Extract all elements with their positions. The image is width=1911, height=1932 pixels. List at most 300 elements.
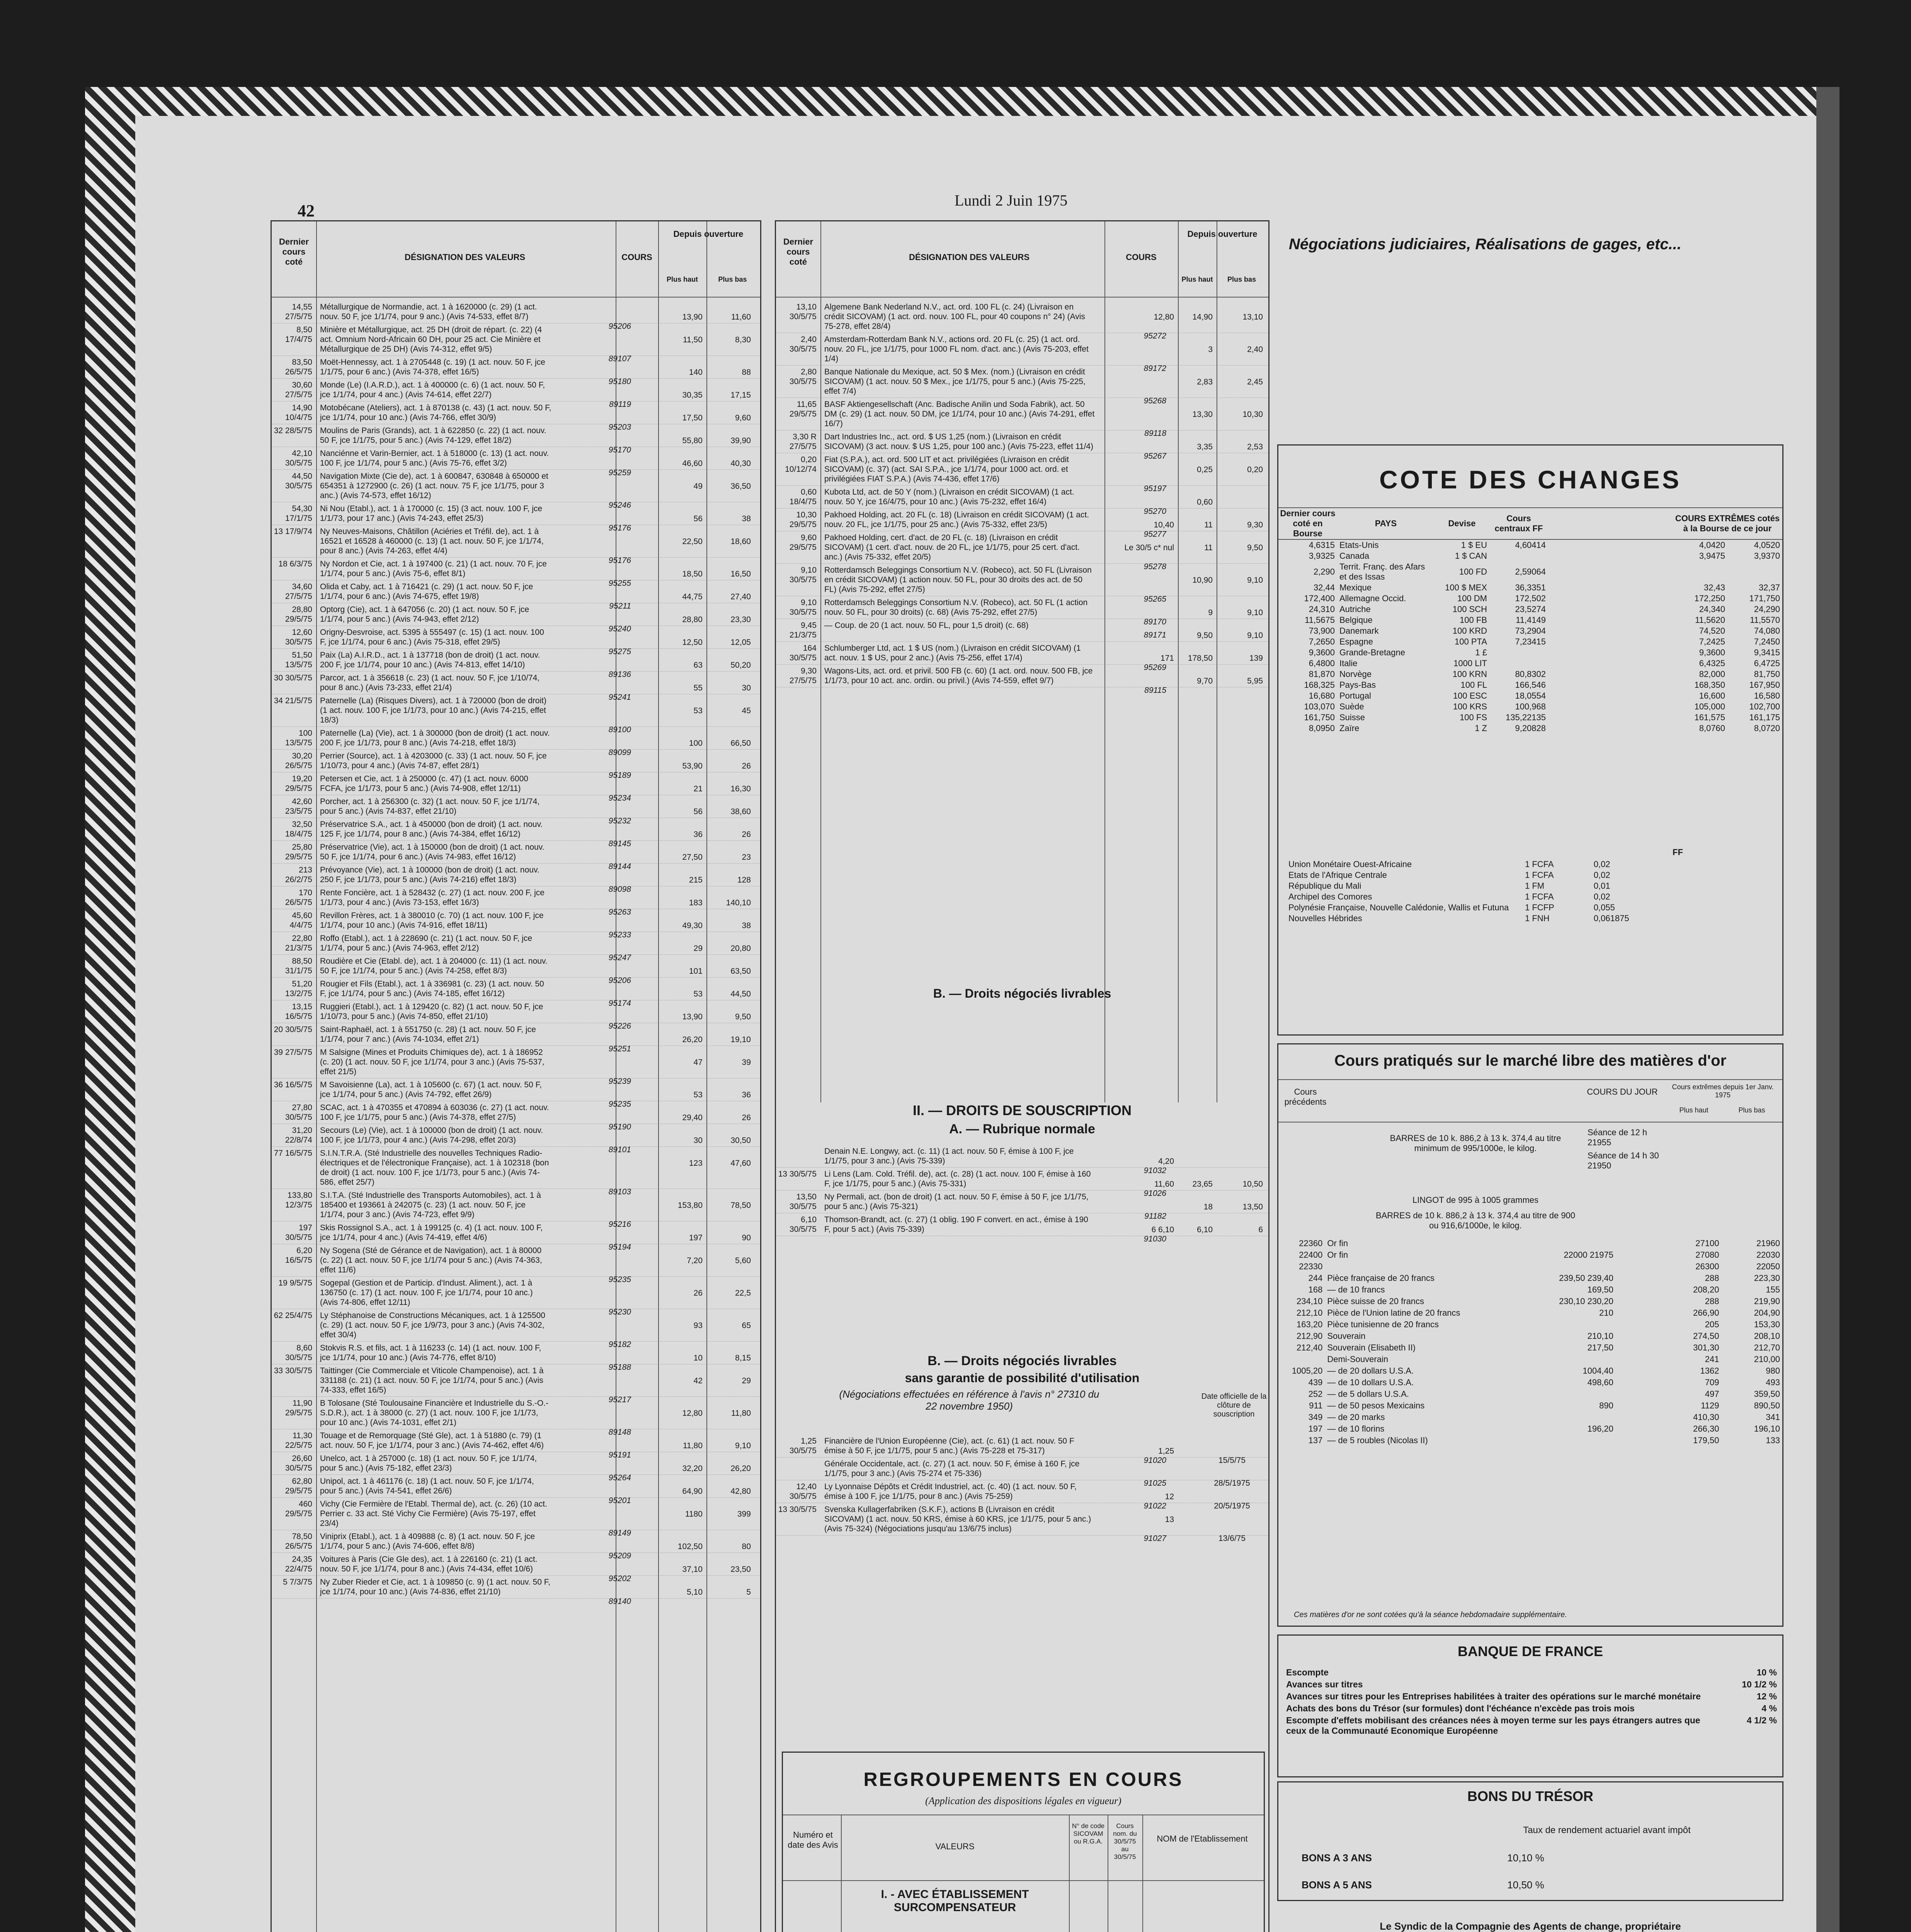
quote-cours: 11,60 (1154, 1180, 1174, 1189)
or-haut: 179,50 (1693, 1435, 1719, 1445)
quote-cours: 1,25 (1158, 1447, 1174, 1456)
quote-designation: Rotterdamsch Beleggings Consortium N.V. (Robeco), act. 50 FL (Livraison en crédit SICOVAM) (1 action nouv. 50 FL, pour 30 droits des act. de 50 FL) (Avis 75-292, effet 27/5) (824, 566, 1092, 594)
quote-cours: 13 (1165, 1515, 1174, 1524)
quote-row (776, 366, 1268, 405)
quote-designation: Porcher, act. 1 à 256300 (c. 32) (1 act. nouv. 50 F, jce 1/1/74, pour 5 anc.) (Avis 74-837, effet 21/10) (320, 797, 540, 816)
quote-designation: Touage et de Remorquage (Sté Gle), act. 1 à 51880 (c. 79) (1 act. nouv. 50 F, jce 1/1/74, pour 3 anc.) (Avis 74-462, effet 4/6) (320, 1431, 544, 1450)
fx-dernier: 9,3600 (1309, 648, 1335, 657)
quote-code: 95188 (608, 1363, 631, 1372)
or-row (1278, 1330, 1782, 1342)
quote-designation: Monde (Le) (I.A.R.D.), act. 1 à 400000 (c. 6) (1 act. nouv. 50 F, jce 1/1/74, pour 4 anc.) (Avis 74-614, effet 22/7) (320, 381, 545, 399)
quote-code: 89145 (608, 839, 631, 848)
quote-designation: S.I.N.T.R.A. (Sté Industrielle des nouvelles Techniques Radio-électriques et de l'électronique Française), act. 1 à 102318 (bon de droit) (1 act. nouv. 100 F, jce 1/1/73, pour 5 anc.) (Avis 74-586, effet 25/7) (320, 1149, 549, 1187)
quote-low: 19,10 (730, 1035, 751, 1044)
cfa-name: Etats de l'Afrique Centrale (1288, 870, 1387, 880)
quote-code: 95259 (608, 468, 631, 477)
quote-high: 46,60 (682, 459, 703, 468)
quote-row (776, 665, 1268, 695)
quote-code: 95239 (608, 1077, 631, 1086)
quote-code: 89171 (1144, 631, 1166, 639)
quote-code: 95267 (1144, 452, 1166, 461)
quote-row (272, 626, 760, 656)
fx-bas: 6,4725 (1754, 658, 1780, 668)
or-bas: 208,10 (1754, 1331, 1780, 1341)
or-spacer (1616, 1238, 1661, 1249)
or-label: — de 5 roubles (Nicolas II) (1327, 1435, 1428, 1445)
or-jour: 210 (1599, 1308, 1613, 1318)
quote-row (272, 1101, 760, 1131)
or-spacer (1616, 1365, 1661, 1377)
or-haut: 288 (1705, 1273, 1719, 1283)
quote-low: 5,95 (1247, 677, 1263, 685)
quote-code: 95190 (608, 1122, 631, 1131)
or-spacer (1616, 1330, 1661, 1342)
quote-low: 23 (742, 853, 751, 862)
quote-designation: Rougier et Fils (Etabl.), act. 1 à 336981 (c. 23) (1 act. nouv. 50 F, jce 1/1/74, pour 5 anc.) (Avis 74-185, effet 16/12) (320, 980, 544, 998)
or-bas: 890,50 (1754, 1401, 1780, 1410)
fx-bas: 74,080 (1754, 626, 1780, 636)
quote-high: 178,50 (1188, 654, 1213, 663)
quote-low: 18,60 (730, 537, 751, 546)
quote-date: 18 6/3/75 (278, 560, 312, 568)
or-prec: 137 (1308, 1435, 1323, 1445)
quote-row (272, 1576, 760, 1606)
banque-box (1277, 1634, 1783, 1777)
cfa-row (1286, 913, 1673, 924)
fx-dernier: 16,680 (1309, 691, 1335, 701)
quote-code: 89149 (608, 1529, 631, 1537)
or-prec: 163,20 (1297, 1320, 1323, 1329)
negociations-title: Négociations judiciaires, Réalisations de gages, etc... (1289, 236, 1681, 253)
quote-low: 30,50 (730, 1136, 751, 1145)
quote-high: 100 (689, 739, 703, 748)
quote-row (776, 531, 1268, 571)
quote-high: 13,90 (682, 1012, 703, 1021)
banque-label: Escompte d'effets mobilisant des créances nées à moyen terme sur les pays étrangers autres que ceux de la Communauté Economique Européenne (1286, 1715, 1700, 1736)
quote-high: 183 (689, 898, 703, 907)
quote-row (272, 447, 760, 477)
or-label: Or fin (1327, 1250, 1348, 1260)
quote-designation: Paix (La) A.I.R.D., act. 1 à 137718 (bon de droit) (1 act. nouv. 200 F, jce 1/1/74, pour 10 anc.) (Avis 74-813, effet 14/10) (320, 651, 540, 669)
right-column (1273, 220, 1783, 1932)
or-bas: 341 (1766, 1412, 1780, 1422)
fx-haut: 168,350 (1694, 680, 1725, 690)
fx-spacer (1548, 604, 1673, 615)
quote-code: 89136 (608, 670, 631, 679)
quote-row (272, 795, 760, 825)
cfa-unit: 1 FCFA (1525, 892, 1554, 901)
quote-date: 31,20 22/8/74 (285, 1126, 312, 1145)
or-spacer (1616, 1435, 1661, 1446)
quote-designation: Ly Stéphanoise de Constructions Mécaniques, act. 1 à 125500 (c. 29) (1 act. nouv. 50 F, jce 1/9/73, pour 3 anc.) (Avis 74-302, effet 30/4) (320, 1311, 545, 1339)
or-label: Demi-Souverain (1327, 1354, 1389, 1364)
or-spacer (1616, 1272, 1661, 1284)
quote-high: 44,75 (682, 592, 703, 601)
banque-row (1286, 1714, 1777, 1737)
or-h-hi: Plus haut (1679, 1106, 1708, 1114)
cfa-value: 0,055 (1593, 903, 1615, 912)
quote-designation: Fiat (S.P.A.), act. ord. 500 LIT et act. privilégiées (Livraison en crédit SICOVAM) (c. 37) (act. SAI S.P.A., jce 1/1/74, pour 1000 act. ord. et privilégiées FIAT S.P.A.) (Avis 74-436, effet 17/6) (824, 455, 1069, 483)
quote-code: 95191 (608, 1451, 631, 1459)
or-label: — de 50 pesos Mexicains (1327, 1401, 1425, 1410)
cfa-value: 0,061875 (1593, 913, 1629, 923)
fx-cours: 172,502 (1515, 594, 1546, 603)
quote-code: 95206 (608, 976, 631, 985)
quote-low: 11,80 (731, 1409, 751, 1418)
fx-pays: Danemark (1339, 626, 1379, 636)
or-row (1278, 1388, 1782, 1400)
fx-pays: Pays-Bas (1339, 680, 1376, 690)
fx-cours: 7,23415 (1515, 637, 1546, 646)
quote-row (272, 1498, 760, 1537)
quote-code: 91025 (1144, 1479, 1166, 1488)
fx-devise: 100 ESC (1453, 691, 1487, 701)
quote-cours: 6 6,10 (1151, 1225, 1174, 1234)
fx-devise: 100 KRS (1453, 702, 1487, 711)
or-haut: 27100 (1695, 1238, 1719, 1248)
cfa-unit: 1 FCFA (1525, 859, 1554, 869)
quote-designation: Minière et Métallurgique, act. 25 DH (droit de répart. (c. 22) (4 act. Omnium Nord-Africain 60 DH, pour 25 act. Cie Minière et Métallurgique de 25 DH) (Avis 74-312, effet 9/5) (320, 325, 542, 354)
fx-dernier: 6,4800 (1309, 658, 1335, 668)
quote-code: 95189 (608, 771, 631, 780)
fx-spacer (1548, 561, 1673, 582)
quote-date: 3,30 R 27/5/75 (789, 432, 817, 451)
or-table (1278, 1238, 1782, 1446)
quote-low: 22,5 (735, 1289, 751, 1298)
quote-date: 2,40 30/5/75 (789, 335, 817, 354)
quote-low: 17,15 (730, 391, 751, 400)
fx-dernier: 3,9325 (1309, 551, 1335, 561)
or-spacer (1616, 1412, 1661, 1423)
quote-row (272, 301, 760, 331)
or-row (1278, 1284, 1782, 1296)
quote-code: 89118 (1144, 429, 1166, 438)
quote-designation: Petersen et Cie, act. 1 à 250000 (c. 47) (1 act. nouv. 6000 FCFA, jce 1/1/73, pour 5 anc.) (Avis 74-908, effet 12/11) (320, 774, 528, 793)
quote-low: 9,60 (735, 413, 751, 422)
cfa-unit: 1 FCFA (1525, 870, 1554, 880)
fx-cours: 166,546 (1515, 680, 1546, 690)
quote-low: 26 (742, 762, 751, 770)
or-row (1278, 1261, 1782, 1272)
cfa-row (1286, 870, 1673, 881)
quote-high: 12,80 (682, 1409, 703, 1418)
fx-devise: 100 PTA (1455, 637, 1487, 646)
or-bas: 210,00 (1754, 1354, 1780, 1364)
fx-row (1278, 669, 1782, 680)
or-label: Pièce tunisienne de 20 francs (1327, 1320, 1439, 1329)
fx-row (1278, 658, 1782, 669)
quote-row (776, 453, 1268, 493)
fx-bas: 32,37 (1758, 583, 1780, 592)
fx-spacer (1548, 551, 1673, 561)
fx-haut: 9,3600 (1699, 648, 1725, 657)
or-bas: 22050 (1756, 1262, 1780, 1271)
quote-high: 6,10 (1197, 1225, 1213, 1234)
quote-date: 0,60 18/4/75 (789, 488, 817, 506)
quote-date: 197 30/5/75 (285, 1223, 312, 1242)
quote-high: 53 (693, 990, 703, 998)
quote-code: 91027 (1144, 1534, 1166, 1543)
quote-date: 9,10 30/5/75 (789, 598, 817, 617)
or-prec: 439 (1308, 1378, 1323, 1387)
page-date: Lundi 2 Juin 1975 (955, 192, 1068, 209)
fx-haut: 161,575 (1694, 713, 1725, 722)
quote-cloture: 15/5/75 (1218, 1456, 1246, 1465)
quote-designation: Taittinger (Cie Commerciale et Viticole Champenoise), act. 1 à 331188 (c. 21) (1 act. nouv. 50 F, jce 1/1/74, pour 5 anc.) (Avis 74-333, effet 16/5) (320, 1366, 544, 1395)
fx-bas (1727, 561, 1782, 582)
fx-devise: 100 DM (1457, 594, 1487, 603)
quote-low: 90 (742, 1233, 751, 1242)
or-prec: 244 (1308, 1273, 1323, 1283)
quote-low: 50,20 (730, 661, 751, 670)
quote-code: 95170 (608, 446, 631, 454)
quote-row (272, 978, 760, 1008)
quote-date: 13,15 16/5/75 (285, 1002, 312, 1021)
quote-code: 95278 (1144, 562, 1166, 571)
fx-haut: 4,0420 (1699, 540, 1725, 550)
page-number: 42 (298, 201, 315, 220)
fx-spacer (1548, 636, 1673, 647)
quote-designation: Nanciénne et Varin-Bernier, act. 1 à 518000 (c. 13) (1 act. nouv. 100 F, jce 1/1/74, pour 5 anc.) (Avis 75-76, effet 3/2) (320, 449, 549, 468)
quote-low: 13,10 (1242, 313, 1263, 321)
quote-date: 11,90 29/5/75 (285, 1399, 312, 1417)
quote-row (776, 333, 1268, 373)
quote-low: 11,60 (731, 313, 751, 321)
header-designation-2: DÉSIGNATION DES VALEURS (909, 252, 1030, 262)
fx-devise: 1 $ CAN (1455, 551, 1487, 561)
fx-pays: Zaïre (1339, 723, 1360, 733)
quote-designation: Paternelle (La) (Vie), act. 1 à 300000 (bon de droit) (1 act. nouv. 200 F, jce 1/1/73, pour 8 anc.) (Avis 74-218, effet 18/3) (320, 729, 550, 747)
bons-box (1277, 1781, 1783, 1901)
quote-code: 95202 (608, 1574, 631, 1583)
quote-low: 9,10 (1247, 631, 1263, 640)
quote-low: 36 (742, 1090, 751, 1099)
quote-date: 51,20 13/2/75 (285, 980, 312, 998)
quote-date: 11,65 29/5/75 (789, 400, 817, 418)
fx-h-devise: Devise (1448, 519, 1476, 528)
quote-date: 30 30/5/75 (274, 673, 312, 682)
quote-row (272, 603, 760, 633)
quote-date: 9,10 30/5/75 (789, 566, 817, 584)
or-jour: 169,50 (1587, 1285, 1613, 1294)
or-h-lo: Plus bas (1738, 1106, 1765, 1114)
quote-high: 1180 (685, 1510, 703, 1519)
quote-cloture: 28/5/1975 (1214, 1479, 1250, 1488)
fx-h-cours: Cours centraux FF (1494, 514, 1543, 533)
bons-r2: BONS A 5 ANS (1302, 1879, 1372, 1891)
quote-row (272, 323, 760, 363)
quote-code: 95182 (608, 1340, 631, 1349)
quote-designation: Ny Nordon et Cie, act. 1 à 197400 (c. 21) (1 act. nouv. 70 F, jce 1/1/74, pour 5 anc.) (Avis 75-6, effet 8/1) (320, 560, 547, 578)
quote-date: 19,20 29/5/75 (285, 774, 312, 793)
or-lingot: LINGOT de 995 à 1005 grammes (1412, 1195, 1539, 1205)
quote-row (272, 955, 760, 985)
quote-low: 42,80 (730, 1487, 751, 1496)
quote-high: 55 (693, 684, 703, 692)
fx-devise: 100 FL (1460, 680, 1487, 690)
or-row (1278, 1354, 1782, 1365)
fx-haut: 24,340 (1699, 604, 1725, 614)
quote-code: 89101 (608, 1145, 631, 1154)
cloture-rows (776, 1435, 1268, 1543)
quote-code: 95265 (1144, 595, 1166, 604)
quote-low: 38 (742, 921, 751, 930)
quote-low: 16,30 (730, 784, 751, 793)
header-dernier: Dernier cours coté (279, 237, 309, 267)
or-row (1278, 1342, 1782, 1354)
quote-row (272, 1397, 760, 1437)
quote-designation: Li Lens (Lam. Cold. Tréfil. de), act. (c. 28) (1 act. nouv. 100 F, émise à 160 F, jce 1/1/75, pour 5 anc.) (Avis 75-331) (824, 1170, 1091, 1188)
quote-date: 460 29/5/75 (285, 1500, 312, 1518)
or-jour: 890 (1599, 1401, 1613, 1410)
quote-low: 45 (742, 706, 751, 715)
quote-code: 89148 (608, 1428, 631, 1437)
cfa-table (1286, 859, 1673, 924)
or-haut: 288 (1705, 1296, 1719, 1306)
quote-cours: 10,40 (1154, 520, 1174, 529)
fx-bas: 8,0720 (1754, 723, 1780, 733)
quote-date: 19 9/5/75 (278, 1279, 312, 1287)
quote-date: 32,50 18/4/75 (285, 820, 312, 838)
quote-date: 8,50 17/4/75 (285, 325, 312, 344)
quote-date: 51,50 13/5/75 (285, 651, 312, 669)
quote-date: 12,60 30/5/75 (285, 628, 312, 646)
or-row (1278, 1296, 1782, 1307)
quote-high: 14,90 (1192, 313, 1213, 321)
or-bas: 21960 (1756, 1238, 1780, 1248)
quote-date: 45,60 4/4/75 (289, 911, 312, 930)
quote-low: 23,30 (730, 615, 751, 624)
or-barres1: BARRES de 10 k. 886,2 à 13 k. 374,4 au titre minimum de 995/1000e, le kilog. (1390, 1133, 1561, 1153)
quote-high: 215 (689, 876, 703, 884)
quote-low: 16,50 (730, 570, 751, 578)
quote-row (272, 558, 760, 588)
quote-high: 101 (689, 967, 703, 976)
quote-cours: 12 (1165, 1492, 1174, 1501)
fx-pays: Allemagne Occid. (1339, 594, 1406, 603)
quote-row (272, 1429, 760, 1459)
quote-code: 89099 (608, 748, 631, 757)
quote-designation: Préservatrice S.A., act. 1 à 450000 (bon de droit) (1 act. nouv. 125 F, jce 1/1/74, pour 8 anc.) (Avis 74-384, effet 16/12) (320, 820, 543, 838)
syndic-line1: Le Syndic de la Compagnie des Agents de change, propriétaire (1380, 1920, 1681, 1932)
quote-low: 40,30 (730, 459, 751, 468)
quote-designation: Ly Lyonnaise Dépôts et Crédit Industriel, act. (c. 40) (1 act. nouv. 50 F, émise à 100 F, jce 1/1/75, pour 8 anc.) (Avis 75-259) (824, 1482, 1077, 1501)
or-prec: 1005,20 (1292, 1366, 1323, 1376)
quote-date: 54,30 17/1/75 (285, 504, 312, 523)
quote-designation: Denain N.E. Longwy, act. (c. 11) (1 act. nouv. 50 F, émise à 100 F, jce 1/1/75, pour 3 anc.) (Avis 75-339) (824, 1147, 1074, 1165)
souscription-rows (776, 1145, 1268, 1243)
quote-designation: B Tolosane (Sté Toulousaine Financière et Industrielle du S.-O.-S.D.R.), act. 1 à 38000 (c. 27) (1 act. nouv. 100 F, jce 1/1/73, pour 10 anc.) (Avis 74-1031, effet 2/1) (320, 1399, 549, 1427)
quote-row (776, 486, 1268, 516)
quote-code: 95226 (608, 1022, 631, 1031)
banque-value: 4 % (1761, 1703, 1777, 1713)
or-label: Souverain (Elisabeth II) (1327, 1343, 1416, 1352)
quote-code: 89107 (608, 354, 631, 363)
cfa-unit: 1 FCFP (1525, 903, 1554, 912)
quote-low: 6 (1258, 1225, 1263, 1234)
quote-cours: 12,80 (1154, 313, 1174, 321)
quote-high: 12,50 (682, 638, 703, 647)
fx-bas: 161,175 (1749, 713, 1780, 722)
quote-designation: SCAC, act. 1 à 470355 et 470894 à 603036 (c. 27) (1 act. nouv. 100 F, jce 1/1/75, pour 5 anc.) (Avis 74-378, effet 27/5) (320, 1103, 549, 1122)
or-haut: 266,30 (1693, 1424, 1719, 1434)
quote-high: 26,20 (682, 1035, 703, 1044)
quote-high: 37,10 (682, 1565, 703, 1574)
fx-haut (1673, 561, 1727, 582)
or-haut: 205 (1705, 1320, 1719, 1329)
or-haut: 266,90 (1693, 1308, 1719, 1318)
quote-high: 11,50 (683, 335, 703, 344)
quote-row (272, 580, 760, 611)
quote-designation: Moulins de Paris (Grands), act. 1 à 622850 (c. 22) (1 act. nouv. 50 F, jce 1/1/75, pour 5 anc.) (Avis 74-129, effet 18/2) (320, 426, 546, 445)
quote-date: 9,30 27/5/75 (789, 667, 817, 685)
fx-haut: 32,43 (1703, 583, 1725, 592)
fx-devise: 100 FD (1459, 567, 1487, 577)
quote-high: 5,10 (687, 1588, 703, 1597)
fx-bas: 81,750 (1754, 669, 1780, 679)
changes-title: COTE DES CHANGES (1379, 465, 1681, 494)
or-note: Ces matières d'or ne sont cotées qu'à la séance hebdomadaire supplémentaire. (1294, 1611, 1567, 1619)
or-bas: 22030 (1756, 1250, 1780, 1260)
quote-high: 53 (693, 1090, 703, 1099)
cfa-row (1286, 902, 1673, 913)
quote-row (272, 886, 760, 917)
or-haut: 26300 (1695, 1262, 1719, 1271)
quote-low: 8,30 (735, 335, 751, 344)
fx-cours: 4,60414 (1515, 540, 1546, 550)
or-jour: 239,50 239,40 (1559, 1273, 1613, 1283)
header-date-cloture: Date officielle de la clôture de souscription (1201, 1392, 1267, 1418)
quote-date: 24,35 22/4/75 (285, 1555, 312, 1573)
or-prec: 212,40 (1297, 1343, 1323, 1352)
fx-bas: 16,580 (1754, 691, 1780, 701)
quote-low: 26,20 (730, 1464, 751, 1473)
quote-code: 89100 (608, 725, 631, 734)
banque-value: 4 1/2 % (1747, 1715, 1777, 1725)
quote-designation: Wagons-Lits, act. ord. et privil. 500 FB (c. 60) (1 act. ord. nouv. 500 FB, jce 1/1/73, pour 10 act. anc. ordin. ou privil.) (Avis 74-559, effet 9/7) (824, 667, 1093, 685)
fx-row (1278, 615, 1782, 626)
quote-code: 89144 (608, 862, 631, 871)
cfa-row (1286, 891, 1673, 902)
quote-code: 95233 (608, 930, 631, 939)
quote-high: 123 (689, 1159, 703, 1168)
quote-low: 399 (737, 1510, 751, 1519)
quote-date: 30,20 26/5/75 (285, 752, 312, 770)
quote-low: 13,50 (1242, 1202, 1263, 1211)
quote-date: 25,80 29/5/75 (285, 843, 312, 861)
quote-row (776, 1458, 1268, 1488)
reg-h-valeurs: VALEURS (935, 1842, 975, 1851)
quote-row (272, 909, 760, 939)
fx-devise: 100 FS (1460, 713, 1487, 722)
quote-date: 2,80 30/5/75 (789, 367, 817, 386)
quote-low: 27,40 (730, 592, 751, 601)
quote-code: 89103 (608, 1187, 631, 1196)
quote-low: 9,10 (735, 1441, 751, 1450)
or-row (1278, 1423, 1782, 1435)
or-prec: 212,90 (1297, 1331, 1323, 1341)
or-seance14: Séance de 14 h 30 21950 (1588, 1151, 1659, 1170)
quote-designation: Ni Nou (Etabl.), act. 1 à 170000 (c. 15) (3 act. nouv. 100 F, jce 1/1/73, pour 17 anc.) (Avis 74-243, effet 25/3) (320, 504, 543, 523)
banque-value: 10 % (1756, 1667, 1777, 1677)
or-box (1277, 1043, 1783, 1627)
fx-row (1278, 561, 1782, 582)
fx-bas: 171,750 (1749, 594, 1780, 603)
quote-date: 28,80 29/5/75 (285, 605, 312, 624)
banque-label: Avances sur titres (1286, 1679, 1363, 1689)
quote-designation: Ny Permali, act. (bon de droit) (1 act. nouv. 50 F, émise à 50 F, jce 1/1/75, pour 5 anc.) (Avis 75-321) (824, 1192, 1089, 1211)
or-haut: 410,30 (1693, 1412, 1719, 1422)
